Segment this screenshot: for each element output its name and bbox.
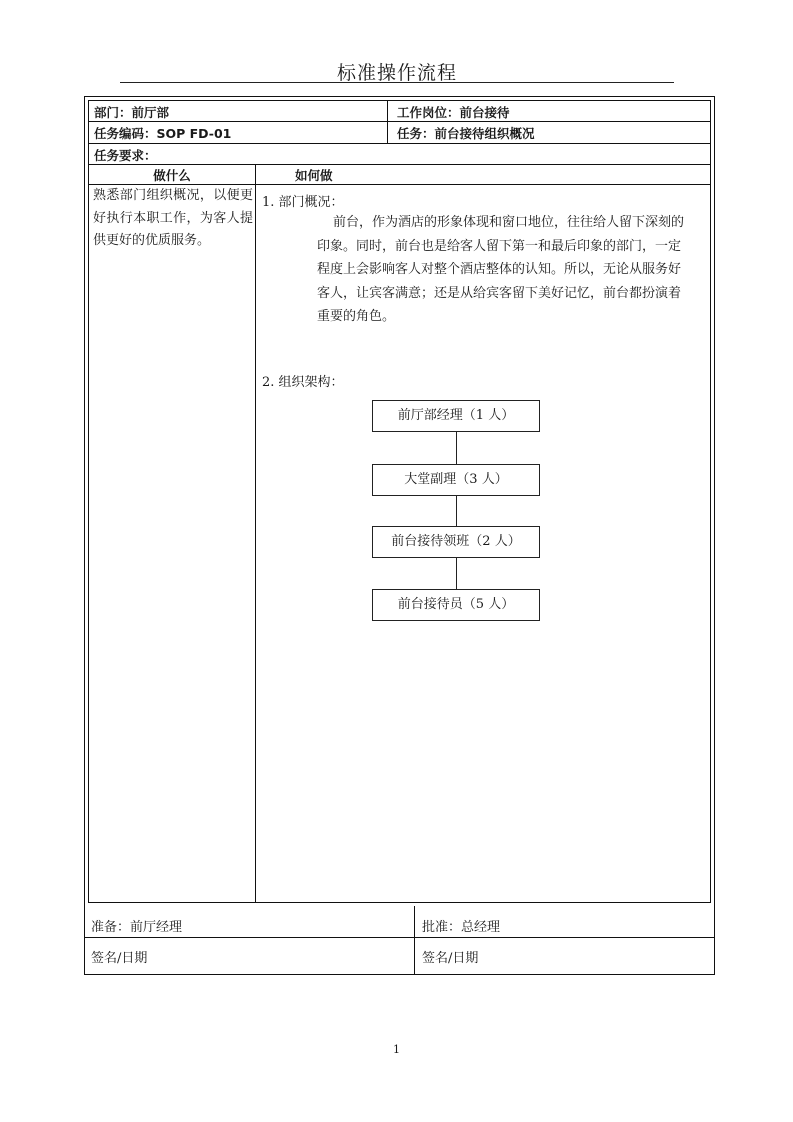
org-connector xyxy=(456,496,457,526)
row-divider xyxy=(89,164,710,165)
form-main-table xyxy=(88,100,711,903)
approved-by: 批准：总经理 xyxy=(422,920,501,935)
what-description: 熟悉部门组织概况，以便更好执行本职工作，为客人提供更好的优质服务。 xyxy=(93,188,253,248)
org-box-manager: 前厅部经理（1 人） xyxy=(372,400,540,432)
section1-line: 客人，让宾客满意；还是从给宾客留下美好记忆，前台都扮演着 xyxy=(317,285,682,301)
column-header-what: 做什么 xyxy=(153,168,191,183)
footer-column-divider xyxy=(414,906,415,974)
header-column-divider xyxy=(387,101,388,143)
column-header-how: 如何做 xyxy=(295,168,333,183)
requirements-label: 任务要求： xyxy=(94,148,157,163)
task-label: 任务：前台接待组织概况 xyxy=(397,126,535,141)
department-label: 部门：前厅部 xyxy=(94,105,170,120)
section1-line: 重要的角色。 xyxy=(317,309,396,324)
org-connector xyxy=(456,432,457,464)
footer-row-divider xyxy=(85,937,714,938)
position-label: 工作岗位：前台接待 xyxy=(397,105,510,120)
page-title: 标准操作流程 xyxy=(120,58,674,83)
org-box-assistant-manager: 大堂副理（3 人） xyxy=(372,464,540,496)
section2-title: 2. 组织架构： xyxy=(262,375,344,390)
org-connector xyxy=(456,558,457,589)
sign-date-left: 签名/日期 xyxy=(91,951,148,966)
org-box-receptionist: 前台接待员（5 人） xyxy=(372,589,540,621)
prepared-by: 准备：前厅经理 xyxy=(91,920,183,935)
section1-title: 1. 部门概况： xyxy=(262,195,344,210)
body-column-divider xyxy=(255,164,256,902)
org-box-supervisor: 前台接待领班（2 人） xyxy=(372,526,540,558)
task-code-label: 任务编码：SOP FD-01 xyxy=(94,126,232,141)
row-divider xyxy=(89,121,710,122)
sign-date-right: 签名/日期 xyxy=(422,951,479,966)
section1-line: 程度上会影响客人对整个酒店整体的认知。所以，无论从服务好 xyxy=(317,262,682,277)
row-divider xyxy=(89,143,710,144)
page-number: 1 xyxy=(393,1043,400,1056)
section1-body xyxy=(317,211,715,329)
section1-line: 前台，作为酒店的形象体现和窗口地位，往往给人留下深刻的 xyxy=(333,215,685,230)
section1-line: 印象。同时，前台也是给客人留下第一和最后印象的部门，一定 xyxy=(317,238,682,254)
